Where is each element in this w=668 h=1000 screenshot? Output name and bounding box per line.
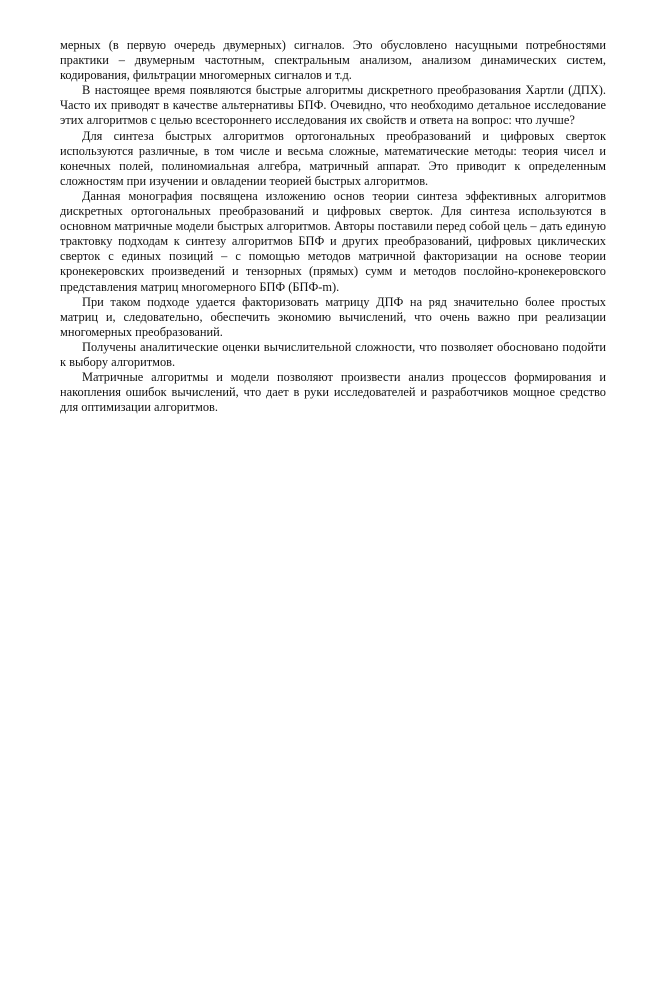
paragraph-error-analysis: Матричные алгоритмы и модели позволяют произвести анализ процессов формирования и накопления ошибок вычислений, что дает в руки исследователей и разработчиков мощное средство для оптимизации алгоритмов. <box>60 370 606 415</box>
paragraph-factorization: При таком подходе удается факторизовать матрицу ДПФ на ряд значительно более простых матриц и, следовательно, обеспечить экономию вычислений, что очень важно при реализации многомерных преобразований. <box>60 294 606 339</box>
paragraph-hartley: В настоящее время появляются быстрые алгоритмы дискретного преобразования Хартли (ДПХ). Часто их приводят в качестве альтернативы БПФ. Очевидно, что необходимо детальное исследование этих алгоритмов с целью всестороннего исследования их свойств и ответа на вопрос: что лучше? <box>60 83 606 128</box>
paragraph-synthesis-methods: Для синтеза быстрых алгоритмов ортогональных преобразований и цифровых сверток используются различные, в том числе и весьма сложные, математические методы: теория чисел и конечных полей, полиномиальная алгебра, матричный аппарат. Это приводит к определенным сложностям при изучении и овладении теорией быстрых алгоритмов. <box>60 128 606 188</box>
paragraph-continuation: мерных (в первую очередь двумерных) сигналов. Это обусловлено насущными потребностями практики – двумерным частотным, спектральным анализом, анализом динамических систем, кодирования, фильтрации многомерных сигналов и т.д. <box>60 38 606 83</box>
body-text <box>60 38 606 415</box>
paragraph-complexity: Получены аналитические оценки вычислительной сложности, что позволяет обосновано подойти к выбору алгоритмов. <box>60 339 606 369</box>
paragraph-monograph-purpose: Данная монография посвящена изложению основ теории синтеза эффективных алгоритмов дискретных ортогональных преобразований и цифровых сверток. Для синтеза используются в основном матричные модели быстрых алгоритмов. Авторы поставили перед собой цель – дать единую трактовку подходам к синтезу алгоритмов БПФ и других преобразований, цифровых циклических сверток с единых позиций – с помощью методов матричной факторизации на основе теории кронекеровских произведений и тензорных (прямых) сумм и методов послойно-кронекеровского представления матриц многомерного БПФ (БПФ-m). <box>60 188 606 294</box>
